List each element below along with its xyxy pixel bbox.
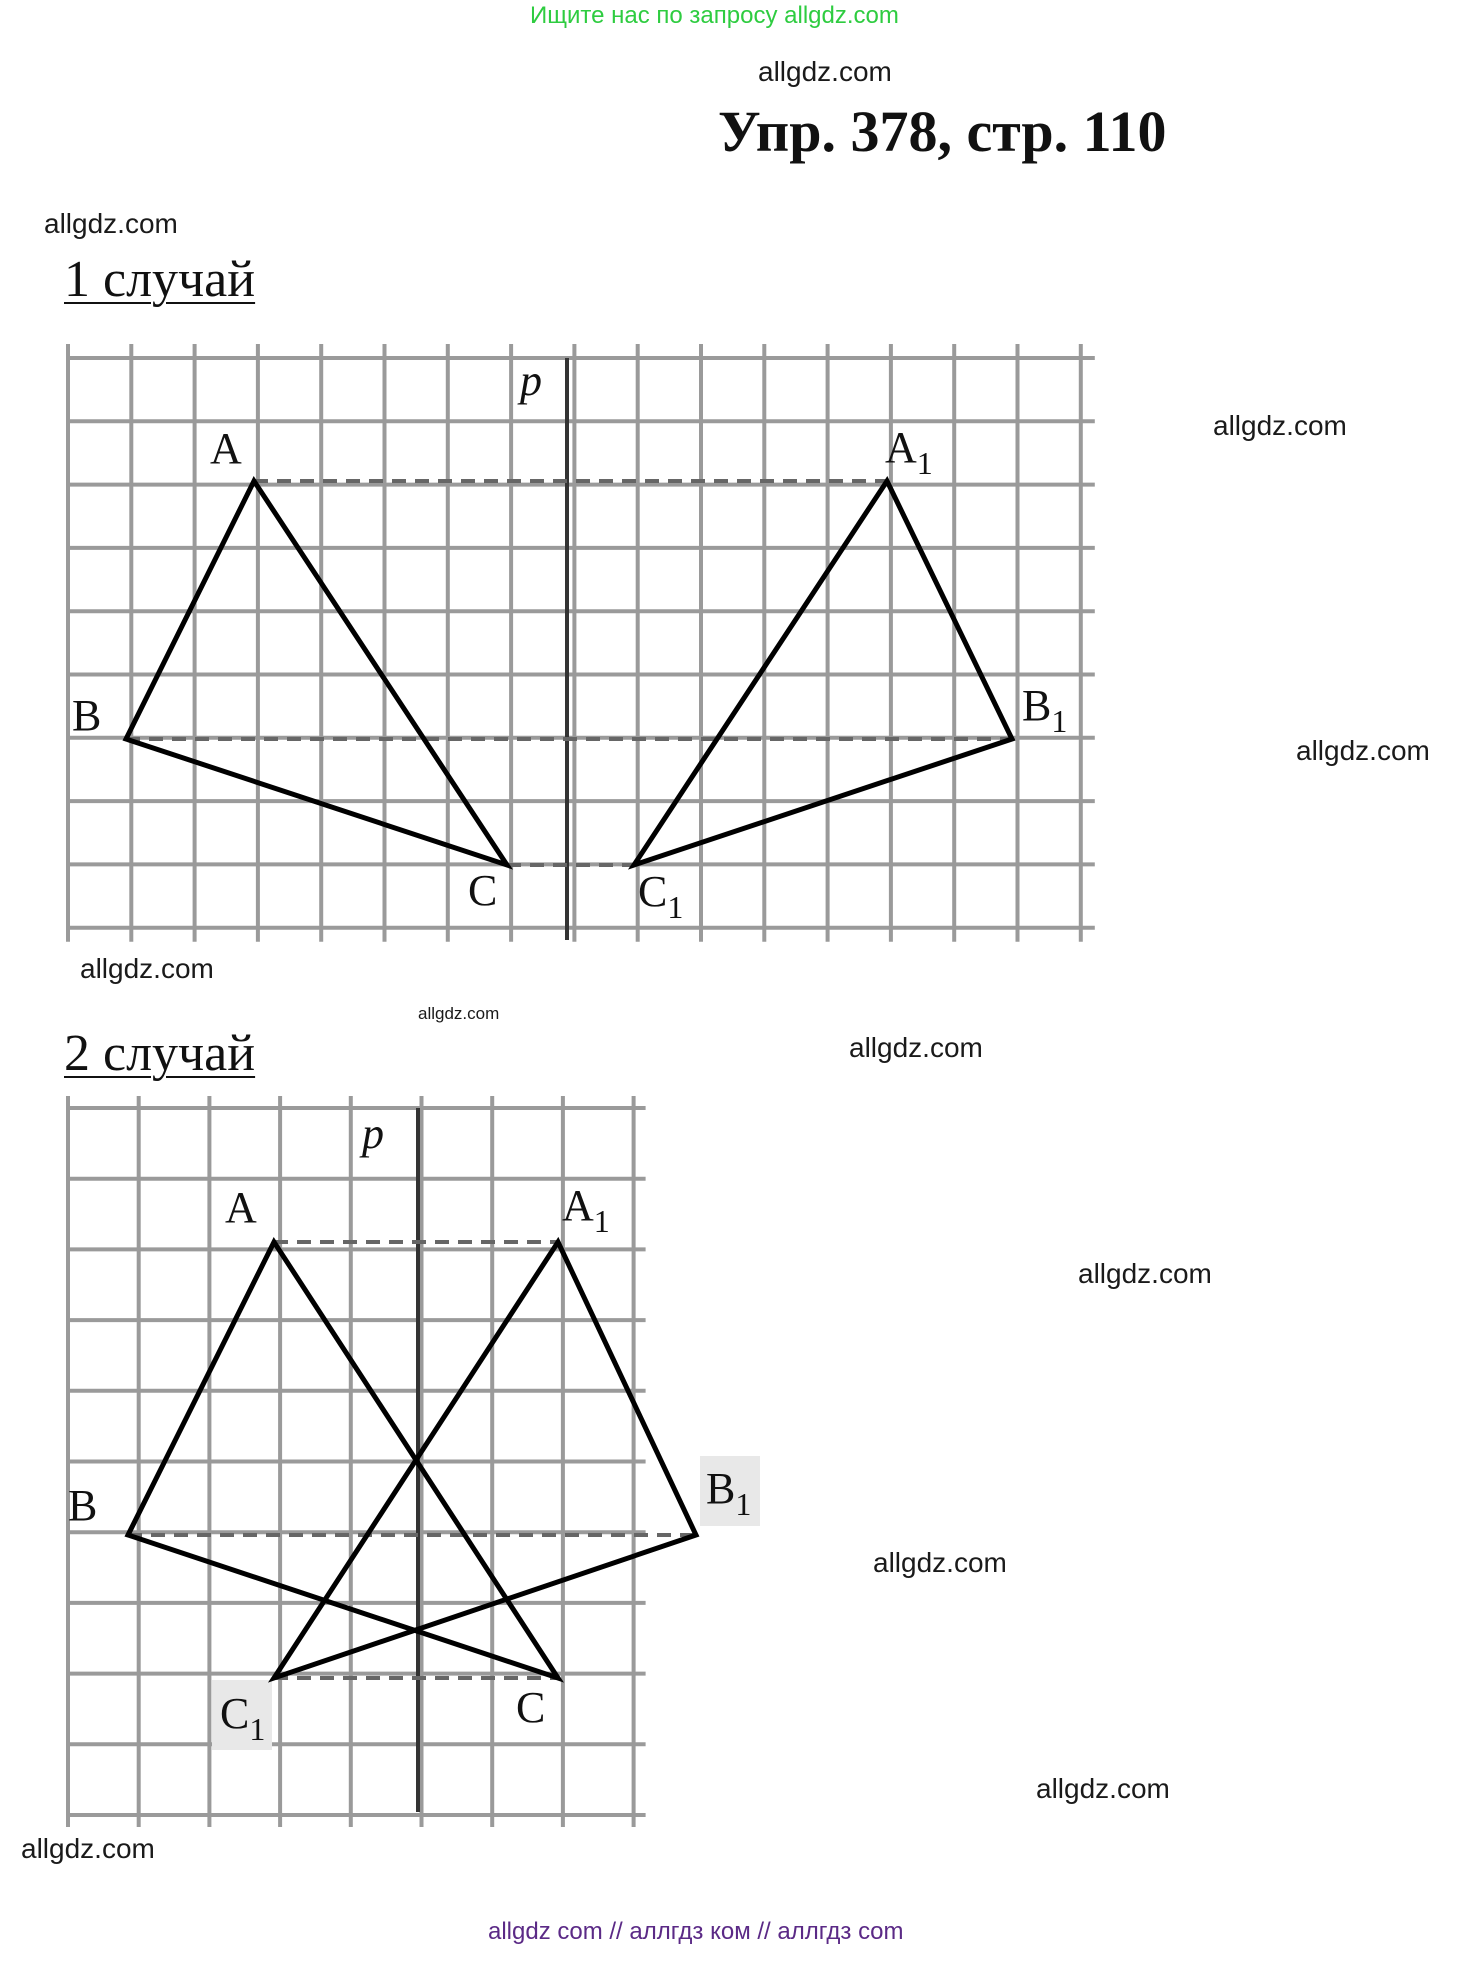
case-2-grid	[66, 1096, 646, 1827]
watermark: allgdz.com	[849, 1032, 983, 1063]
case-2-heading: 2 случай	[64, 1025, 256, 1082]
case-2-label-c: C	[516, 1683, 546, 1732]
watermark: allgdz.com	[873, 1547, 1007, 1578]
case-2-label-b1: $B_1$	[706, 1464, 752, 1522]
case-1-axis-label: p	[520, 356, 542, 405]
case-1-label-b1: $B_1$	[1022, 681, 1068, 739]
case-2-label-a: A	[225, 1183, 257, 1232]
watermark: allgdz.com	[418, 1004, 500, 1023]
watermark: allgdz.com	[758, 56, 892, 87]
watermark: allgdz.com	[1036, 1773, 1170, 1804]
case-1-figure	[66, 344, 1095, 942]
watermark: allgdz.com	[1078, 1258, 1212, 1289]
watermark: allgdz.com	[1213, 410, 1347, 441]
case-2-label-b: B	[68, 1481, 98, 1530]
watermark: allgdz.com	[21, 1833, 155, 1864]
case-2-figure	[66, 1096, 760, 1827]
case-1-label-c: C	[468, 866, 498, 915]
exercise-title: Упр. 378, стр. 110	[718, 99, 1167, 164]
watermark: allgdz.com	[44, 208, 178, 239]
case-2-label-c1: $C_1$	[220, 1689, 266, 1747]
case-1-heading: 1 случай	[64, 251, 256, 308]
case-1-label-a1: $A_1$	[885, 423, 933, 481]
case-1-label-b: B	[72, 691, 102, 740]
case-2-label-a1: $A_1$	[562, 1181, 610, 1239]
search-banner: Ищите нас по запросу allgdz.com	[530, 2, 899, 29]
watermark: allgdz.com	[80, 953, 214, 984]
watermark: allgdz.com	[1296, 735, 1430, 766]
case-1-label-c1: $C_1$	[638, 867, 684, 925]
case-1-label-a: A	[210, 424, 242, 473]
case-2-axis-label: p	[362, 1109, 384, 1158]
footer-links: allgdz com // аллгдз ком // аллгдз com	[488, 1918, 904, 1945]
